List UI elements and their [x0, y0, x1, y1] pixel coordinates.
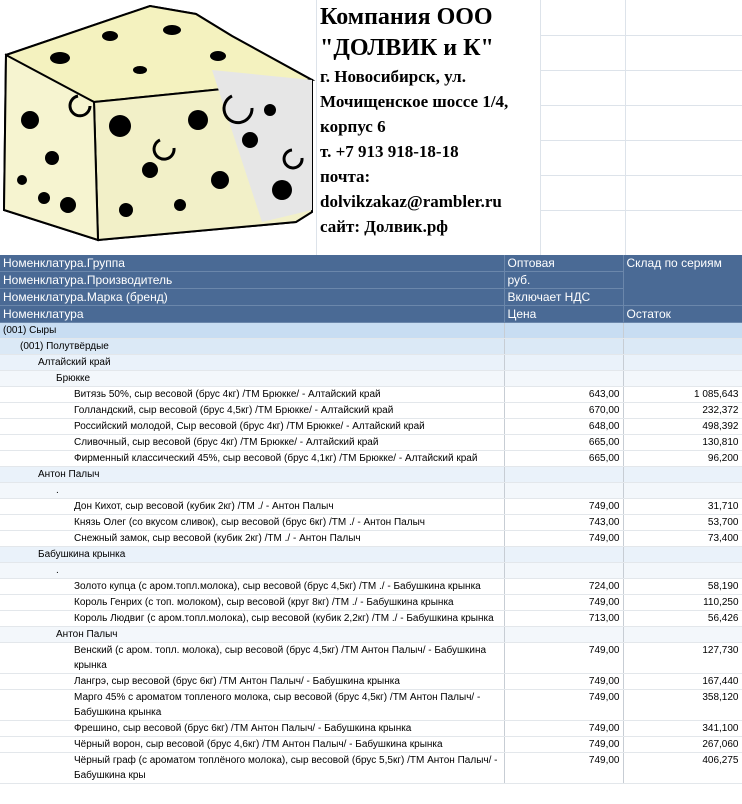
row-price: 665,00	[504, 451, 623, 467]
company-address-line1: г. Новосибирск, ул.	[320, 67, 466, 86]
group-row	[0, 355, 742, 371]
header-currency: руб.	[504, 272, 623, 289]
row-name: Фрешино, сыр весовой (брус 6кг) /ТМ Антон Палыч/ - Бабушкина крынка	[0, 721, 504, 737]
grid-line	[540, 210, 742, 211]
price-list-table	[0, 255, 742, 784]
row-stock: 130,810	[623, 435, 742, 451]
row-name: Бабушкина крынка	[0, 547, 504, 563]
row-stock	[623, 467, 742, 483]
row-price	[504, 355, 623, 371]
row-stock: 127,730	[623, 643, 742, 674]
group-row	[0, 339, 742, 355]
grid-line	[540, 35, 742, 36]
row-name: Золото купца (с аром.топл.молока), сыр весовой (брус 4,5кг) /ТМ ./ - Бабушкина крынка	[0, 579, 504, 595]
row-price: 749,00	[504, 499, 623, 515]
row-stock	[623, 323, 742, 339]
row-price	[504, 563, 623, 579]
table-row	[0, 674, 742, 690]
group-row	[0, 483, 742, 499]
header-manufacturer: Номенклатура.Производитель	[0, 272, 504, 289]
grid-line	[540, 140, 742, 141]
row-stock: 341,100	[623, 721, 742, 737]
row-stock: 406,275	[623, 753, 742, 784]
row-name: (001) Сыры	[0, 323, 504, 339]
row-name: Антон Палыч	[0, 627, 504, 643]
group-row	[0, 563, 742, 579]
row-name: Марго 45% с ароматом топленого молока, сыр весовой (брус 4,5кг) /ТМ Антон Палыч/ - Бабушкина крынка	[0, 690, 504, 721]
row-price	[504, 627, 623, 643]
row-name: Снежный замок, сыр весовой (кубик 2кг) /ТМ ./ - Антон Палыч	[0, 531, 504, 547]
row-name: (001) Полутвёрдые	[0, 339, 504, 355]
row-name: Фирменный классический 45%, сыр весовой (брус 4,1кг) /ТМ Брюкке/ - Алтайский край	[0, 451, 504, 467]
row-price: 749,00	[504, 690, 623, 721]
row-stock	[623, 355, 742, 371]
row-stock: 1 085,643	[623, 387, 742, 403]
row-price	[504, 371, 623, 387]
row-price	[504, 323, 623, 339]
table-row	[0, 611, 742, 627]
group-row	[0, 547, 742, 563]
row-name: Чёрный граф (с ароматом топлёного молока), сыр весовой (брус 5,5кг) /ТМ Антон Палыч/ - Бабушкина кры	[0, 753, 504, 784]
company-address-line2: Мочищенское шоссе 1/4,	[320, 92, 509, 111]
row-price: 749,00	[504, 643, 623, 674]
header-stock: Остаток	[623, 306, 742, 323]
table-row	[0, 515, 742, 531]
row-stock	[623, 483, 742, 499]
company-address-line3: корпус 6	[320, 117, 386, 136]
grid-line	[540, 70, 742, 71]
row-name: Венский (с аром. топл. молока), сыр весовой (брус 4,5кг) /ТМ Антон Палыч/ - Бабушкина крынка	[0, 643, 504, 674]
company-email: dolvikzakaz@rambler.ru	[320, 192, 502, 211]
row-price: 749,00	[504, 737, 623, 753]
row-price: 648,00	[504, 419, 623, 435]
row-name: Брюкке	[0, 371, 504, 387]
row-stock: 31,710	[623, 499, 742, 515]
grid-line	[540, 175, 742, 176]
group-row	[0, 627, 742, 643]
row-name: Сливочный, сыр весовой (брус 4кг) /ТМ Брюкке/ - Алтайский край	[0, 435, 504, 451]
company-info	[320, 2, 545, 239]
table-row	[0, 721, 742, 737]
row-price: 743,00	[504, 515, 623, 531]
table-row	[0, 387, 742, 403]
table-row	[0, 595, 742, 611]
row-name: Лангрэ, сыр весовой (брус 6кг) /ТМ Антон Палыч/ - Бабушкина крынка	[0, 674, 504, 690]
row-name: Чёрный ворон, сыр весовой (брус 4,6кг) /ТМ Антон Палыч/ - Бабушкина крынка	[0, 737, 504, 753]
row-price: 749,00	[504, 531, 623, 547]
grid-line	[625, 0, 626, 255]
company-site: сайт: Долвик.рф	[320, 217, 449, 236]
group-row	[0, 323, 742, 339]
row-name: Король Генрих (с топ. молоком), сыр весовой (круг 8кг) /ТМ ./ - Бабушкина крынка	[0, 595, 504, 611]
row-name: Витязь 50%, сыр весовой (брус 4кг) /ТМ Брюкке/ - Алтайский край	[0, 387, 504, 403]
row-price	[504, 547, 623, 563]
header-price-type: Оптовая	[504, 255, 623, 272]
row-stock: 53,700	[623, 515, 742, 531]
row-price: 665,00	[504, 435, 623, 451]
table-row	[0, 435, 742, 451]
row-stock	[623, 371, 742, 387]
row-price: 749,00	[504, 721, 623, 737]
cheese-logo-icon	[0, 0, 316, 245]
table-row	[0, 419, 742, 435]
row-stock: 232,372	[623, 403, 742, 419]
row-stock	[623, 339, 742, 355]
header-price: Цена	[504, 306, 623, 323]
grid-line	[316, 0, 317, 255]
row-name: Король Людвиг (с аром.топл.молока), сыр весовой (кубик 2,2кг) /ТМ ./ - Бабушкина крынка	[0, 611, 504, 627]
row-name: Князь Олег (со вкусом сливок), сыр весовой (брус 6кг) /ТМ ./ - Антон Палыч	[0, 515, 504, 531]
grid-line	[540, 105, 742, 106]
row-price	[504, 483, 623, 499]
row-name: Голландский, сыр весовой (брус 4,5кг) /ТМ Брюкке/ - Алтайский край	[0, 403, 504, 419]
row-stock: 96,200	[623, 451, 742, 467]
letterhead	[0, 0, 742, 255]
company-phone: т. +7 913 918-18-18	[320, 142, 459, 161]
table-row	[0, 753, 742, 784]
group-row	[0, 467, 742, 483]
row-stock: 358,120	[623, 690, 742, 721]
group-row	[0, 371, 742, 387]
table-row	[0, 531, 742, 547]
row-price: 749,00	[504, 595, 623, 611]
company-email-label: почта:	[320, 167, 371, 186]
table-row	[0, 499, 742, 515]
row-stock: 73,400	[623, 531, 742, 547]
header-brand: Номенклатура.Марка (бренд)	[0, 289, 504, 306]
table-row	[0, 643, 742, 674]
table-row	[0, 690, 742, 721]
header-vat: Включает НДС	[504, 289, 623, 306]
row-stock: 267,060	[623, 737, 742, 753]
row-stock	[623, 547, 742, 563]
row-name: Дон Кихот, сыр весовой (кубик 2кг) /ТМ ./ - Антон Палыч	[0, 499, 504, 515]
row-price: 643,00	[504, 387, 623, 403]
row-stock	[623, 563, 742, 579]
row-stock: 58,190	[623, 579, 742, 595]
header-group: Номенклатура.Группа	[0, 255, 504, 272]
company-name-line1: Компания ООО	[320, 4, 493, 30]
table-row	[0, 579, 742, 595]
header-nomenclature: Номенклатура	[0, 306, 504, 323]
row-stock: 498,392	[623, 419, 742, 435]
row-name: Алтайский край	[0, 355, 504, 371]
row-stock	[623, 627, 742, 643]
row-price: 724,00	[504, 579, 623, 595]
table-row	[0, 403, 742, 419]
row-price	[504, 339, 623, 355]
row-price: 749,00	[504, 674, 623, 690]
row-price: 713,00	[504, 611, 623, 627]
row-price: 670,00	[504, 403, 623, 419]
row-name: Российский молодой, Сыр весовой (брус 4кг) /ТМ Брюкке/ - Алтайский край	[0, 419, 504, 435]
table-header-row	[0, 306, 742, 323]
header-warehouse: Склад по сериям	[623, 255, 742, 306]
row-stock: 167,440	[623, 674, 742, 690]
table-header-row	[0, 255, 742, 272]
row-name: .	[0, 563, 504, 579]
company-name-line2: "ДОЛВИК и К"	[320, 35, 494, 61]
row-stock: 56,426	[623, 611, 742, 627]
table-row	[0, 451, 742, 467]
row-price: 749,00	[504, 753, 623, 784]
table-row	[0, 737, 742, 753]
row-price	[504, 467, 623, 483]
row-name: .	[0, 483, 504, 499]
row-stock: 110,250	[623, 595, 742, 611]
row-name: Антон Палыч	[0, 467, 504, 483]
